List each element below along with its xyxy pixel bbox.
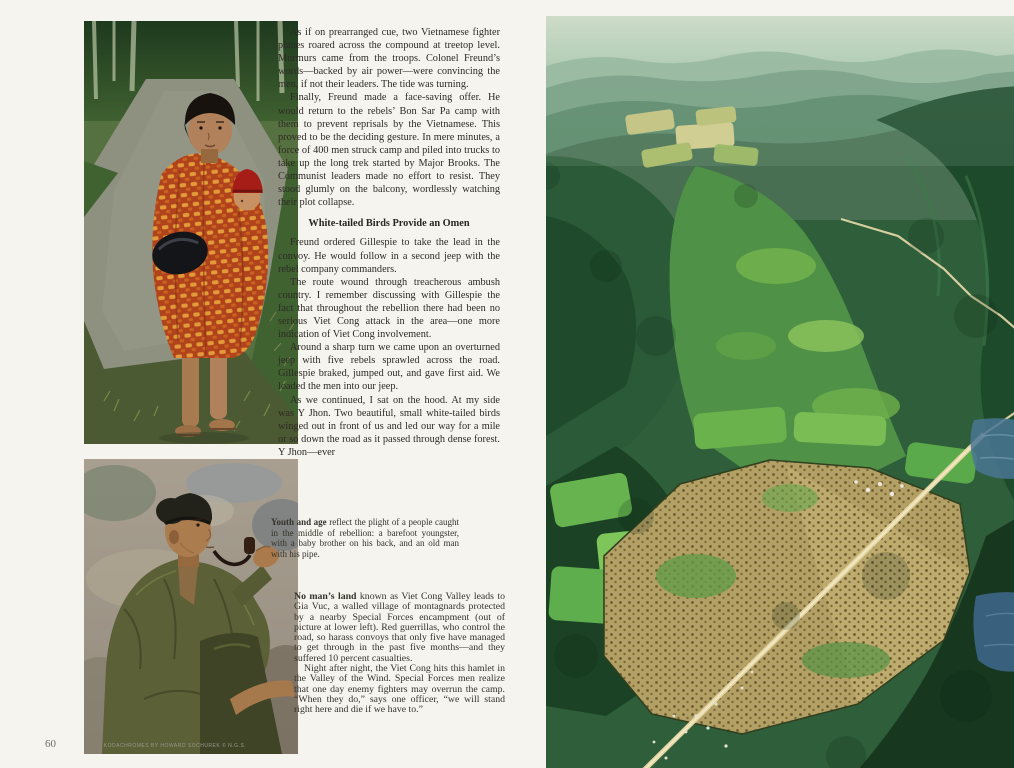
- paragraph: Freund ordered Gillespie to take the lead in the convoy. He would follow in a second jeep with the rebel company commanders.: [278, 237, 500, 275]
- photo-boy-with-baby: [84, 21, 298, 444]
- section-heading: White-tailed Birds Provide an Omen: [308, 218, 470, 230]
- paragraph: As if on prearranged cue, two Vietnamese fighter planes roared across the compound at treetop level. Murmurs came from the troops. Colonel Freund’s words—backed by air power—were convincing the men, if not their leaders. The tide was turning.: [278, 27, 500, 91]
- paragraph: Finally, Freund made a face-saving offer. He would return to the rebels’ Bon Sar Pa camp with them to prevent reprisals by the Vietnamese. This proved to be the deciding gesture. In mere minutes, a force of 400 men struck camp and piled into trucks to take up the long trek started by Major Brooks. The Communist leaders made no effort to resist. They stood glumly on the balcony, wordlessly watching their plot collapse.: [278, 92, 500, 209]
- caption-text: No man’s land known as Viet Cong Valley leads to Gia Vuc, a walled village of montagnards protected by a nearby Special Forces encampment (out of picture at lower left). Red guerrillas, who control the road, so harass convoys that only five have managed to get through in the past five months—and they suffered 10 percent casualties.: [294, 591, 506, 664]
- photo-credit: KODACHROMES BY HOWARD SOCHUREK © N.G.S.: [103, 743, 247, 749]
- photo-aerial-illustration: [546, 16, 1014, 768]
- caption-text: Youth and age reflect the plight of a people caught in the middle of rebellion: a barefoot youngster, with a baby brother on his back, and an old man with his pipe.: [271, 517, 460, 559]
- paragraph: Around a sharp turn we came upon an overturned jeep with five rebels sprawled across the road. Gillespie braked, jumped out, and gave first aid. We loaded the men into our jeep.: [278, 342, 500, 393]
- photo-boy-illustration: [84, 21, 298, 444]
- caption-lead: No man’s land: [294, 591, 357, 602]
- caption-lead: Youth and age: [271, 517, 327, 527]
- caption-no-mans-land: [294, 592, 505, 716]
- caption-youth-and-age: [271, 517, 459, 559]
- article-text-column: [278, 26, 500, 459]
- photo-man-illustration: [84, 459, 298, 754]
- photo-old-man-pipe: [84, 459, 298, 754]
- caption-text: Night after night, the Viet Cong hits this hamlet in the Valley of the Wind. Special Forces men realize that one day enemy fighters may overrun the camp. “When they do,” says one officer, “we will stand right here and die if we have to.”: [294, 663, 505, 716]
- paragraph: As we continued, I sat on the hood. At my side was Y Jhon. Two beautiful, small white-tailed birds winged out in front of us and led our way for a mile or so down the road as it passed through dense forest. Y Jhon—ever: [278, 394, 500, 458]
- page-number: 60: [45, 738, 56, 750]
- paragraph: The route wound through treacherous ambush country. I remember discussing with Gillespie the fact that throughout the rebellion there had been no serious Viet Cong attack in the area—one more indication of Viet Cong involvement.: [278, 276, 500, 341]
- photo-aerial-valley: [546, 16, 1014, 768]
